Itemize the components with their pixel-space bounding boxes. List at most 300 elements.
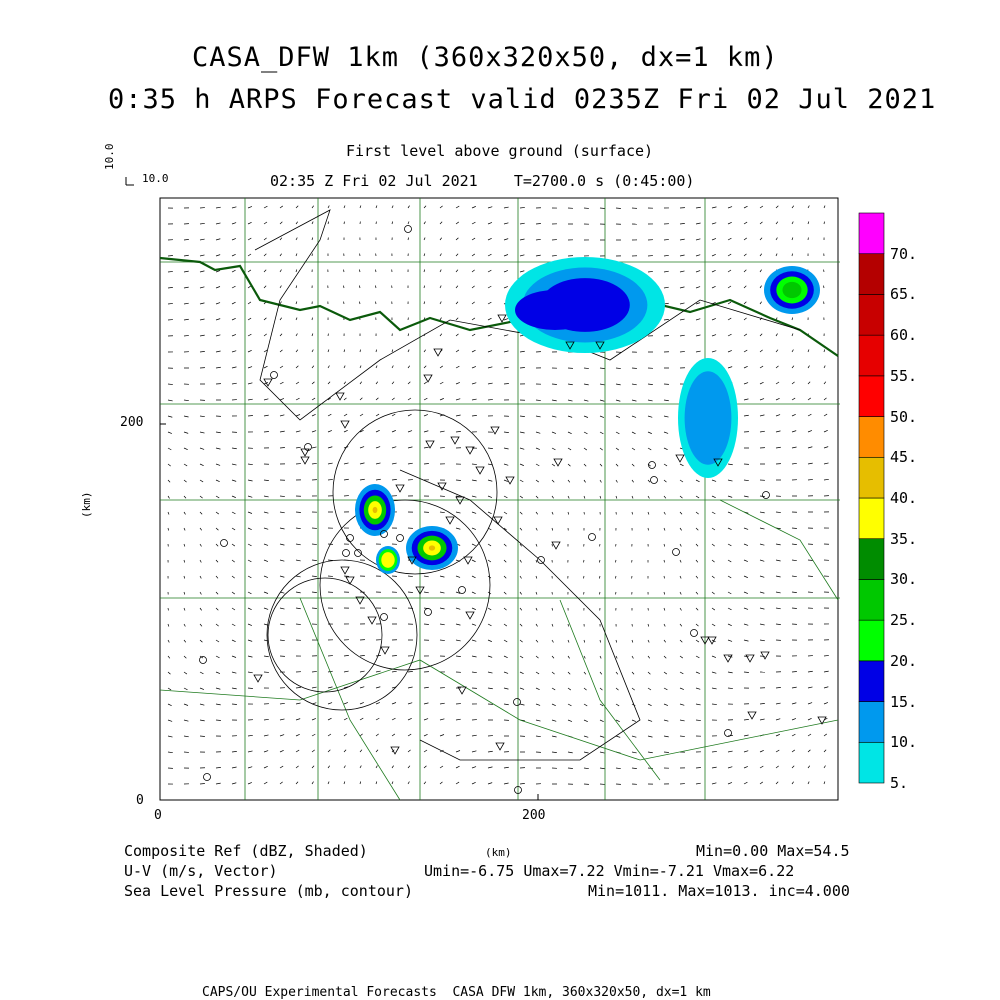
wind-vector bbox=[792, 576, 797, 577]
wind-vector bbox=[712, 254, 716, 256]
wind-vector bbox=[392, 734, 395, 736]
wind-vector bbox=[440, 624, 445, 625]
wind-vector bbox=[680, 624, 682, 626]
wind-vector bbox=[456, 608, 460, 609]
wind-vector bbox=[680, 255, 685, 256]
wind-vector bbox=[360, 463, 364, 464]
wind-vector bbox=[760, 512, 765, 513]
wind-vector bbox=[296, 750, 299, 752]
wind-vector bbox=[664, 239, 669, 240]
wind-vector bbox=[488, 640, 492, 642]
wind-vector bbox=[568, 448, 571, 450]
wind-vector bbox=[232, 480, 236, 481]
wind-vector bbox=[760, 528, 765, 529]
wind-vector bbox=[264, 592, 268, 594]
wind-vector bbox=[200, 480, 203, 482]
wind-vector bbox=[184, 560, 185, 562]
wind-vector bbox=[728, 302, 731, 304]
wind-vector bbox=[680, 608, 681, 610]
wind-vector bbox=[488, 560, 491, 562]
wind-vector bbox=[280, 703, 285, 704]
wind-vector bbox=[344, 350, 345, 352]
wind-vector bbox=[360, 702, 364, 704]
wind-vector bbox=[776, 592, 781, 593]
wind-vector bbox=[504, 656, 508, 658]
wind-vector bbox=[248, 560, 251, 562]
wind-vector bbox=[360, 382, 362, 384]
wind-vector bbox=[280, 766, 283, 768]
wind-vector bbox=[392, 671, 397, 672]
wind-vector bbox=[568, 640, 569, 642]
wind-vector bbox=[472, 350, 476, 352]
wind-vector bbox=[600, 416, 604, 418]
wind-vector bbox=[168, 416, 172, 417]
wind-vector bbox=[200, 624, 202, 626]
wind-vector bbox=[680, 287, 684, 288]
wind-vector bbox=[408, 398, 411, 400]
colorbar-label: 70. bbox=[890, 244, 918, 263]
wind-vector bbox=[696, 480, 700, 482]
wind-vector bbox=[440, 640, 445, 641]
field3-name: Sea Level Pressure (mb, contour) bbox=[124, 882, 413, 900]
wind-vector bbox=[520, 239, 525, 240]
station-triangle bbox=[341, 421, 349, 428]
wind-vector bbox=[568, 496, 569, 498]
wind-vector bbox=[568, 672, 570, 674]
colorbar-swatch bbox=[859, 417, 884, 458]
wind-vector bbox=[504, 592, 506, 594]
wind-vector bbox=[792, 414, 796, 416]
station-triangle bbox=[451, 437, 459, 444]
wind-vector bbox=[632, 464, 634, 466]
wind-vector bbox=[744, 766, 748, 768]
wind-vector bbox=[168, 400, 173, 401]
wind-vector bbox=[680, 512, 682, 514]
station-circle bbox=[725, 730, 732, 737]
station-circle bbox=[200, 657, 207, 664]
colorbar-swatch bbox=[859, 254, 884, 295]
wind-vector bbox=[216, 592, 218, 594]
wind-vector bbox=[712, 576, 715, 578]
wind-vector bbox=[312, 318, 313, 320]
wind-vector bbox=[440, 735, 444, 736]
wind-vector bbox=[408, 766, 410, 768]
wind-vector bbox=[760, 254, 762, 256]
wind-vector bbox=[456, 782, 459, 784]
wind-vector bbox=[760, 640, 765, 641]
wind-vector bbox=[760, 302, 762, 304]
wind-vector bbox=[616, 368, 621, 369]
wind-vector bbox=[632, 416, 636, 417]
wind-vector bbox=[248, 767, 252, 768]
wind-vector bbox=[568, 464, 570, 466]
wind-vector bbox=[808, 671, 813, 672]
wind-vector bbox=[824, 463, 829, 464]
wind-vector bbox=[696, 783, 701, 784]
station-triangle bbox=[552, 542, 560, 549]
wind-vector bbox=[296, 415, 300, 416]
wind-vector bbox=[264, 206, 267, 208]
wind-vector bbox=[488, 367, 492, 368]
wind-vector bbox=[264, 238, 267, 240]
wind-vector bbox=[168, 496, 170, 498]
wind-vector bbox=[280, 382, 283, 384]
wind-vector bbox=[248, 624, 252, 626]
wind-vector bbox=[216, 640, 219, 642]
wind-vector bbox=[728, 751, 733, 752]
wind-vector bbox=[376, 414, 379, 416]
wind-vector bbox=[216, 303, 220, 304]
wind-vector bbox=[504, 270, 508, 272]
wind-vector bbox=[536, 592, 537, 594]
x-tick-200: 200 bbox=[522, 808, 546, 823]
reference-vector bbox=[126, 177, 134, 185]
wind-vector bbox=[488, 496, 492, 498]
wind-vector bbox=[744, 399, 748, 400]
wind-vector bbox=[808, 734, 811, 736]
wind-vector bbox=[280, 719, 285, 720]
wind-vector bbox=[232, 592, 235, 594]
wind-vector bbox=[552, 656, 554, 658]
wind-vector bbox=[584, 384, 589, 385]
wind-vector bbox=[296, 592, 301, 593]
wind-vector bbox=[664, 656, 666, 658]
wind-vector bbox=[392, 430, 396, 432]
wind-vector bbox=[200, 576, 201, 578]
radar-range-ring bbox=[320, 500, 490, 670]
wind-vector bbox=[696, 608, 698, 610]
wind-vector bbox=[312, 544, 317, 545]
wind-vector bbox=[456, 624, 460, 625]
wind-vector bbox=[312, 463, 317, 464]
wind-vector bbox=[744, 624, 748, 625]
colorbar-label: 25. bbox=[890, 611, 918, 630]
wind-vector bbox=[568, 720, 572, 722]
wind-vector bbox=[552, 704, 556, 706]
wind-vector bbox=[232, 286, 235, 288]
wind-vector bbox=[744, 608, 748, 609]
wind-vector bbox=[360, 655, 365, 656]
wind-vector bbox=[824, 398, 827, 400]
wind-vector bbox=[392, 382, 394, 384]
wind-vector bbox=[248, 464, 253, 465]
wind-vector bbox=[456, 750, 460, 752]
wind-vector bbox=[456, 656, 461, 657]
wind-vector bbox=[360, 782, 361, 784]
wind-vector bbox=[552, 528, 553, 530]
colorbar-swatch bbox=[859, 579, 884, 620]
wind-vector bbox=[536, 448, 540, 450]
wind-vector bbox=[440, 254, 441, 256]
wind-vector bbox=[632, 720, 636, 722]
wind-vector bbox=[520, 783, 525, 784]
wind-vector bbox=[248, 496, 252, 497]
wind-vector bbox=[280, 496, 285, 497]
wind-vector bbox=[376, 398, 378, 400]
wind-vector bbox=[792, 398, 795, 400]
wind-vector bbox=[248, 544, 252, 546]
station-circle bbox=[514, 699, 521, 706]
wind-vector bbox=[392, 366, 393, 368]
wind-vector bbox=[440, 782, 442, 784]
colorbar-label: 55. bbox=[890, 366, 918, 385]
valid-time-label: 02:35 Z Fri 02 Jul 2021 T=2700.0 s (0:45:00) bbox=[270, 172, 695, 190]
wind-vector bbox=[456, 302, 458, 304]
wind-vector bbox=[264, 512, 268, 513]
wind-vector bbox=[792, 447, 797, 448]
wind-vector bbox=[520, 480, 523, 482]
wind-vector bbox=[424, 350, 426, 352]
wind-vector bbox=[456, 576, 460, 577]
wind-vector bbox=[600, 640, 601, 642]
wind-vector bbox=[184, 303, 189, 304]
wind-vector bbox=[808, 463, 813, 464]
wind-vector bbox=[728, 782, 732, 784]
wind-vector bbox=[680, 528, 682, 530]
wind-vector bbox=[312, 766, 314, 768]
colorbar-swatch bbox=[859, 620, 884, 661]
wind-vector bbox=[520, 624, 522, 626]
wind-vector bbox=[632, 400, 636, 401]
wind-vector bbox=[312, 447, 317, 448]
wind-vector bbox=[712, 624, 715, 626]
wind-vector bbox=[696, 223, 701, 224]
wind-vector bbox=[184, 239, 189, 240]
wind-vector bbox=[760, 576, 764, 577]
wind-vector bbox=[664, 720, 668, 721]
wind-vector bbox=[328, 782, 329, 784]
wind-vector bbox=[776, 334, 778, 336]
wind-vector bbox=[200, 783, 205, 784]
wind-vector bbox=[680, 560, 681, 562]
wind-vector bbox=[248, 640, 252, 641]
wind-vector bbox=[200, 608, 202, 610]
wind-vector bbox=[504, 640, 507, 642]
wind-vector bbox=[680, 544, 681, 546]
wind-vector bbox=[776, 415, 780, 416]
wind-vector bbox=[616, 448, 619, 450]
wind-vector bbox=[808, 479, 813, 480]
wind-vector bbox=[808, 398, 811, 400]
wind-vector bbox=[408, 592, 413, 593]
wind-vector bbox=[216, 528, 218, 530]
wind-vector bbox=[232, 528, 235, 530]
wind-vector bbox=[472, 735, 477, 736]
wind-vector bbox=[520, 416, 525, 417]
wind-vector bbox=[552, 640, 553, 642]
wind-vector bbox=[728, 270, 731, 272]
wind-vector bbox=[360, 687, 364, 688]
wind-vector bbox=[248, 592, 251, 594]
wind-vector bbox=[200, 720, 205, 721]
station-triangle bbox=[381, 647, 389, 654]
wind-vector bbox=[200, 239, 205, 240]
station-triangle bbox=[748, 712, 756, 719]
wind-vector bbox=[200, 704, 204, 705]
wind-vector bbox=[216, 287, 220, 288]
wind-vector bbox=[184, 592, 185, 594]
wind-vector bbox=[280, 528, 285, 529]
wind-vector bbox=[792, 560, 797, 561]
wind-vector bbox=[184, 512, 186, 514]
wind-vector bbox=[232, 624, 235, 626]
wind-vector bbox=[312, 671, 317, 672]
wind-vector bbox=[712, 512, 715, 514]
wind-vector bbox=[168, 303, 173, 304]
wind-vector bbox=[776, 750, 779, 752]
wind-vector bbox=[808, 687, 812, 688]
wind-vector bbox=[312, 382, 314, 384]
station-triangle bbox=[368, 617, 376, 624]
wind-vector bbox=[168, 432, 172, 434]
wind-vector bbox=[312, 576, 317, 577]
wind-vector bbox=[264, 415, 269, 416]
wind-vector bbox=[440, 512, 445, 513]
plot-title-line2: 0:35 h ARPS Forecast valid 0235Z Fri 02 Jul 2021 bbox=[108, 84, 937, 115]
wind-vector bbox=[232, 512, 235, 514]
wind-vector bbox=[696, 544, 698, 546]
wind-vector bbox=[168, 287, 173, 288]
wind-vector bbox=[216, 480, 220, 482]
wind-vector bbox=[200, 335, 205, 336]
wind-vector bbox=[696, 319, 700, 320]
wind-vector bbox=[552, 464, 555, 466]
wind-vector bbox=[296, 302, 297, 304]
wind-vector bbox=[280, 750, 284, 752]
wind-vector bbox=[792, 350, 793, 352]
wind-vector bbox=[632, 752, 637, 753]
wind-vector bbox=[359, 286, 360, 288]
wind-vector bbox=[408, 576, 413, 577]
wind-vector bbox=[792, 463, 797, 464]
wind-vector bbox=[744, 302, 746, 304]
wind-vector bbox=[776, 431, 780, 432]
wind-vector bbox=[552, 512, 553, 514]
wind-vector bbox=[424, 576, 429, 577]
wind-vector bbox=[792, 750, 795, 752]
wind-vector bbox=[760, 382, 764, 384]
wind-vector bbox=[408, 671, 413, 672]
wind-vector bbox=[696, 688, 700, 689]
wind-vector bbox=[648, 752, 653, 753]
wind-vector bbox=[615, 560, 616, 562]
wind-vector bbox=[408, 463, 413, 464]
wind-vector bbox=[600, 688, 602, 690]
wind-vector bbox=[599, 592, 600, 594]
wind-vector bbox=[776, 238, 777, 240]
wind-vector bbox=[728, 592, 731, 594]
station-triangle bbox=[491, 427, 499, 434]
wind-vector bbox=[664, 512, 665, 514]
wind-vector bbox=[184, 400, 189, 401]
wind-vector bbox=[776, 382, 779, 384]
wind-vector bbox=[824, 687, 828, 688]
station-circle bbox=[305, 444, 312, 451]
wind-vector bbox=[680, 335, 685, 336]
wind-vector bbox=[760, 286, 762, 288]
colorbar-swatch bbox=[859, 294, 884, 335]
wind-vector bbox=[696, 271, 700, 272]
wind-vector bbox=[744, 719, 749, 720]
wind-vector bbox=[472, 286, 475, 288]
wind-vector bbox=[168, 704, 172, 706]
wind-vector bbox=[824, 366, 825, 368]
wind-vector bbox=[296, 719, 300, 720]
wind-vector bbox=[712, 318, 716, 320]
wind-vector bbox=[264, 719, 269, 720]
wind-vector bbox=[584, 720, 588, 722]
wind-vector bbox=[776, 624, 781, 625]
wind-vector bbox=[536, 576, 537, 578]
wind-vector bbox=[536, 528, 537, 530]
wind-vector bbox=[728, 367, 732, 368]
colorbar-swatch bbox=[859, 702, 884, 743]
colorbar-label: 15. bbox=[890, 692, 918, 711]
wind-vector bbox=[728, 334, 731, 336]
wind-vector bbox=[696, 672, 700, 674]
wind-vector bbox=[296, 222, 298, 224]
wind-vector bbox=[248, 480, 253, 481]
wind-vector bbox=[584, 432, 587, 434]
wind-vector bbox=[232, 302, 236, 304]
station-triangle bbox=[341, 567, 349, 574]
wind-vector bbox=[280, 512, 285, 513]
wind-vector bbox=[216, 432, 221, 433]
wind-vector bbox=[808, 766, 810, 768]
wind-vector bbox=[824, 447, 828, 448]
wind-vector bbox=[184, 416, 189, 417]
wind-vector bbox=[664, 608, 665, 610]
wind-vector bbox=[600, 480, 601, 482]
wind-vector bbox=[264, 528, 268, 529]
wind-vector bbox=[536, 720, 541, 721]
wind-vector bbox=[744, 640, 748, 641]
wind-vector bbox=[168, 640, 169, 642]
reference-vector-label: 10.0 bbox=[142, 172, 169, 185]
wind-vector bbox=[504, 480, 508, 482]
wind-vector bbox=[488, 286, 491, 288]
station-triangle bbox=[301, 457, 309, 464]
x-axis-unit: (km) bbox=[485, 846, 512, 859]
wind-vector bbox=[696, 512, 699, 514]
wind-vector bbox=[440, 447, 445, 448]
wind-vector bbox=[168, 752, 173, 753]
wind-vector bbox=[744, 366, 748, 368]
wind-vector bbox=[696, 560, 698, 562]
wind-vector bbox=[392, 718, 395, 720]
wind-vector bbox=[696, 303, 700, 304]
wind-vector bbox=[792, 318, 793, 320]
wind-vector bbox=[360, 479, 365, 480]
wind-vector bbox=[344, 702, 348, 704]
wind-vector bbox=[712, 656, 716, 658]
wind-vector bbox=[712, 496, 716, 498]
wind-vector bbox=[599, 560, 600, 562]
wind-vector bbox=[328, 350, 329, 352]
wind-vector bbox=[584, 672, 586, 674]
wind-vector bbox=[296, 560, 301, 561]
wind-vector bbox=[712, 528, 715, 530]
y-tick-200: 200 bbox=[120, 415, 144, 430]
wind-vector bbox=[728, 544, 731, 546]
wind-vector bbox=[472, 496, 476, 497]
wind-vector bbox=[216, 656, 219, 658]
wind-vector bbox=[536, 608, 537, 610]
wind-vector bbox=[216, 464, 220, 465]
wind-vector bbox=[536, 640, 538, 642]
wind-vector bbox=[376, 206, 377, 208]
wind-vector bbox=[312, 592, 317, 593]
